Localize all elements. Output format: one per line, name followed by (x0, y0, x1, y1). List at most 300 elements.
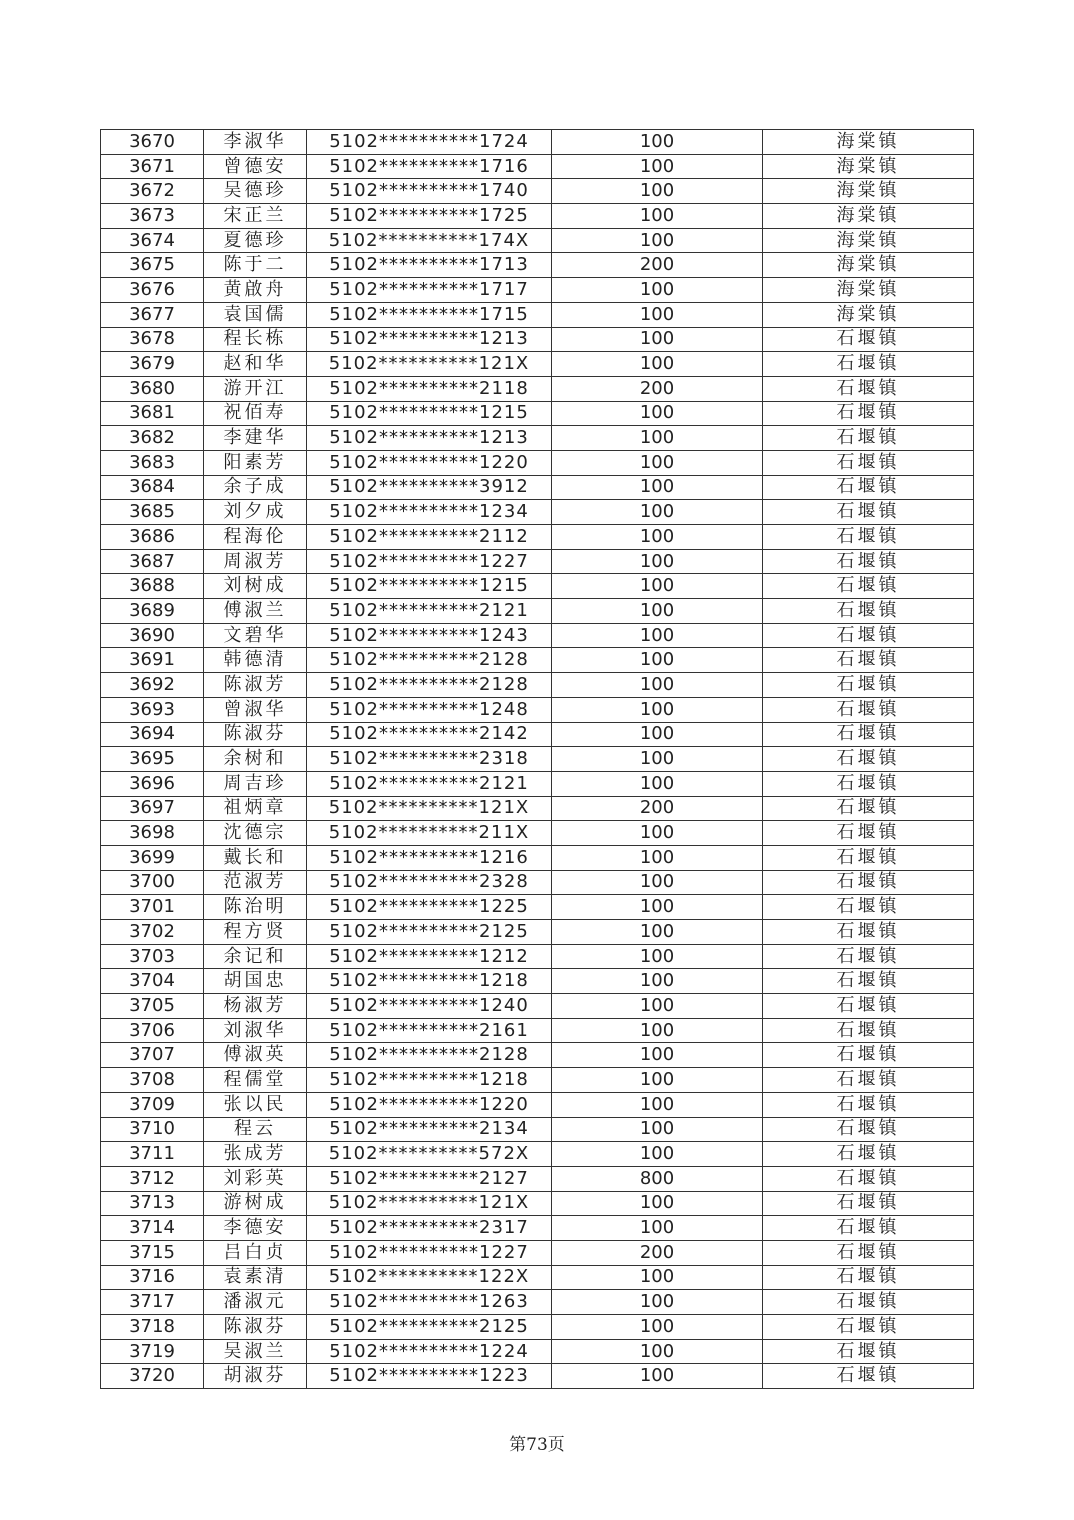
person-name-cell: 吕白贞 (204, 1240, 307, 1265)
person-name-cell: 潘淑元 (204, 1290, 307, 1315)
table-row (101, 1117, 974, 1142)
person-name-cell: 程云 (204, 1117, 307, 1142)
id-number-cell: 5102**********2128 (307, 1043, 552, 1068)
amount-cell: 100 (552, 500, 763, 525)
row-number-cell: 3682 (101, 426, 204, 451)
town-cell: 海棠镇 (763, 228, 974, 253)
records-table-body (101, 130, 974, 1389)
amount-cell: 100 (552, 1068, 763, 1093)
table-row (101, 401, 974, 426)
amount-cell: 100 (552, 1265, 763, 1290)
person-name-cell: 周吉珍 (204, 771, 307, 796)
person-name-cell: 李淑华 (204, 130, 307, 155)
person-name-cell: 袁国儒 (204, 302, 307, 327)
town-cell: 石堰镇 (763, 1166, 974, 1191)
id-number-cell: 5102**********2121 (307, 771, 552, 796)
amount-cell: 100 (552, 179, 763, 204)
table-row (101, 920, 974, 945)
table-row (101, 599, 974, 624)
id-number-cell: 5102**********1248 (307, 697, 552, 722)
page-number: 第73页 (509, 1435, 565, 1455)
person-name-cell: 宋正兰 (204, 204, 307, 229)
amount-cell: 100 (552, 1018, 763, 1043)
row-number-cell: 3695 (101, 747, 204, 772)
town-cell: 石堰镇 (763, 426, 974, 451)
person-name-cell: 余记和 (204, 944, 307, 969)
table-row (101, 302, 974, 327)
row-number-cell: 3709 (101, 1092, 204, 1117)
amount-cell: 100 (552, 821, 763, 846)
id-number-cell: 5102**********1223 (307, 1364, 552, 1389)
amount-cell: 100 (552, 327, 763, 352)
amount-cell: 100 (552, 278, 763, 303)
person-name-cell: 刘夕成 (204, 500, 307, 525)
amount-cell: 100 (552, 771, 763, 796)
id-number-cell: 5102**********1716 (307, 154, 552, 179)
town-cell: 石堰镇 (763, 1364, 974, 1389)
town-cell: 石堰镇 (763, 796, 974, 821)
row-number-cell: 3714 (101, 1216, 204, 1241)
town-cell: 石堰镇 (763, 747, 974, 772)
town-cell: 石堰镇 (763, 1142, 974, 1167)
amount-cell: 200 (552, 376, 763, 401)
person-name-cell: 胡国忠 (204, 969, 307, 994)
amount-cell: 100 (552, 450, 763, 475)
amount-cell: 100 (552, 697, 763, 722)
person-name-cell: 傅淑兰 (204, 599, 307, 624)
amount-cell: 100 (552, 944, 763, 969)
table-row (101, 771, 974, 796)
town-cell: 海棠镇 (763, 204, 974, 229)
id-number-cell: 5102**********1220 (307, 450, 552, 475)
id-number-cell: 5102**********1243 (307, 623, 552, 648)
amount-cell: 200 (552, 796, 763, 821)
person-name-cell: 游开江 (204, 376, 307, 401)
id-number-cell: 5102**********1717 (307, 278, 552, 303)
town-cell: 石堰镇 (763, 574, 974, 599)
amount-cell: 100 (552, 969, 763, 994)
amount-cell: 100 (552, 1315, 763, 1340)
amount-cell: 100 (552, 845, 763, 870)
table-row (101, 648, 974, 673)
row-number-cell: 3718 (101, 1315, 204, 1340)
table-row (101, 253, 974, 278)
row-number-cell: 3694 (101, 722, 204, 747)
table-row (101, 549, 974, 574)
row-number-cell: 3677 (101, 302, 204, 327)
row-number-cell: 3691 (101, 648, 204, 673)
id-number-cell: 5102**********2142 (307, 722, 552, 747)
row-number-cell: 3678 (101, 327, 204, 352)
town-cell: 海棠镇 (763, 179, 974, 204)
row-number-cell: 3675 (101, 253, 204, 278)
amount-cell: 100 (552, 228, 763, 253)
records-table (100, 129, 974, 1389)
id-number-cell: 5102**********1224 (307, 1339, 552, 1364)
town-cell: 石堰镇 (763, 1240, 974, 1265)
person-name-cell: 袁素清 (204, 1265, 307, 1290)
town-cell: 海棠镇 (763, 302, 974, 327)
id-number-cell: 5102**********1715 (307, 302, 552, 327)
town-cell: 石堰镇 (763, 450, 974, 475)
person-name-cell: 陈淑芳 (204, 673, 307, 698)
person-name-cell: 曾淑华 (204, 697, 307, 722)
person-name-cell: 程方贤 (204, 920, 307, 945)
id-number-cell: 5102**********1225 (307, 895, 552, 920)
id-number-cell: 5102**********2121 (307, 599, 552, 624)
row-number-cell: 3716 (101, 1265, 204, 1290)
row-number-cell: 3711 (101, 1142, 204, 1167)
amount-cell: 100 (552, 895, 763, 920)
id-number-cell: 5102**********1215 (307, 574, 552, 599)
id-number-cell: 5102**********1218 (307, 1068, 552, 1093)
row-number-cell: 3692 (101, 673, 204, 698)
id-number-cell: 5102**********211X (307, 821, 552, 846)
person-name-cell: 戴长和 (204, 845, 307, 870)
table-row (101, 475, 974, 500)
table-row (101, 352, 974, 377)
id-number-cell: 5102**********1227 (307, 1240, 552, 1265)
amount-cell: 200 (552, 253, 763, 278)
id-number-cell: 5102**********1263 (307, 1290, 552, 1315)
row-number-cell: 3685 (101, 500, 204, 525)
id-number-cell: 5102**********3912 (307, 475, 552, 500)
table-row (101, 1191, 974, 1216)
table-row (101, 870, 974, 895)
row-number-cell: 3683 (101, 450, 204, 475)
town-cell: 石堰镇 (763, 599, 974, 624)
id-number-cell: 5102**********122X (307, 1265, 552, 1290)
table-row (101, 204, 974, 229)
person-name-cell: 陈淑芬 (204, 722, 307, 747)
table-row (101, 796, 974, 821)
table-row (101, 845, 974, 870)
person-name-cell: 黄啟舟 (204, 278, 307, 303)
town-cell: 石堰镇 (763, 845, 974, 870)
id-number-cell: 5102**********2128 (307, 648, 552, 673)
row-number-cell: 3680 (101, 376, 204, 401)
table-row (101, 1043, 974, 1068)
row-number-cell: 3710 (101, 1117, 204, 1142)
row-number-cell: 3676 (101, 278, 204, 303)
town-cell: 石堰镇 (763, 673, 974, 698)
id-number-cell: 5102**********121X (307, 796, 552, 821)
row-number-cell: 3701 (101, 895, 204, 920)
row-number-cell: 3719 (101, 1339, 204, 1364)
id-number-cell: 5102**********1725 (307, 204, 552, 229)
row-number-cell: 3705 (101, 994, 204, 1019)
id-number-cell: 5102**********1215 (307, 401, 552, 426)
id-number-cell: 5102**********1213 (307, 426, 552, 451)
id-number-cell: 5102**********1212 (307, 944, 552, 969)
amount-cell: 100 (552, 574, 763, 599)
row-number-cell: 3686 (101, 525, 204, 550)
person-name-cell: 沈德宗 (204, 821, 307, 846)
id-number-cell: 5102**********2127 (307, 1166, 552, 1191)
amount-cell: 100 (552, 525, 763, 550)
town-cell: 石堰镇 (763, 500, 974, 525)
amount-cell: 100 (552, 1043, 763, 1068)
town-cell: 石堰镇 (763, 994, 974, 1019)
id-number-cell: 5102**********2125 (307, 1315, 552, 1340)
town-cell: 石堰镇 (763, 1265, 974, 1290)
table-row (101, 1166, 974, 1191)
row-number-cell: 3706 (101, 1018, 204, 1043)
id-number-cell: 5102**********2328 (307, 870, 552, 895)
amount-cell: 100 (552, 302, 763, 327)
person-name-cell: 阳素芳 (204, 450, 307, 475)
id-number-cell: 5102**********2112 (307, 525, 552, 550)
amount-cell: 100 (552, 648, 763, 673)
amount-cell: 100 (552, 994, 763, 1019)
table-row (101, 722, 974, 747)
person-name-cell: 刘淑华 (204, 1018, 307, 1043)
town-cell: 石堰镇 (763, 549, 974, 574)
row-number-cell: 3720 (101, 1364, 204, 1389)
table-row (101, 450, 974, 475)
table-row (101, 1142, 974, 1167)
amount-cell: 100 (552, 1191, 763, 1216)
town-cell: 石堰镇 (763, 920, 974, 945)
person-name-cell: 余树和 (204, 747, 307, 772)
town-cell: 石堰镇 (763, 1191, 974, 1216)
amount-cell: 100 (552, 549, 763, 574)
table-row (101, 1339, 974, 1364)
id-number-cell: 5102**********174X (307, 228, 552, 253)
row-number-cell: 3698 (101, 821, 204, 846)
person-name-cell: 胡淑芬 (204, 1364, 307, 1389)
person-name-cell: 程海伦 (204, 525, 307, 550)
table-row (101, 697, 974, 722)
id-number-cell: 5102**********1740 (307, 179, 552, 204)
row-number-cell: 3684 (101, 475, 204, 500)
amount-cell: 100 (552, 401, 763, 426)
person-name-cell: 傅淑英 (204, 1043, 307, 1068)
person-name-cell: 游树成 (204, 1191, 307, 1216)
table-row (101, 327, 974, 352)
amount-cell: 100 (552, 204, 763, 229)
table-row (101, 278, 974, 303)
row-number-cell: 3699 (101, 845, 204, 870)
table-row (101, 130, 974, 155)
table-row (101, 969, 974, 994)
person-name-cell: 范淑芳 (204, 870, 307, 895)
amount-cell: 100 (552, 1117, 763, 1142)
row-number-cell: 3700 (101, 870, 204, 895)
amount-cell: 100 (552, 870, 763, 895)
person-name-cell: 祖炳章 (204, 796, 307, 821)
amount-cell: 100 (552, 426, 763, 451)
town-cell: 石堰镇 (763, 870, 974, 895)
person-name-cell: 陈淑芬 (204, 1315, 307, 1340)
town-cell: 石堰镇 (763, 475, 974, 500)
town-cell: 石堰镇 (763, 1339, 974, 1364)
town-cell: 石堰镇 (763, 895, 974, 920)
person-name-cell: 韩德清 (204, 648, 307, 673)
table-row (101, 500, 974, 525)
id-number-cell: 5102**********1713 (307, 253, 552, 278)
table-row (101, 1092, 974, 1117)
row-number-cell: 3674 (101, 228, 204, 253)
id-number-cell: 5102**********1234 (307, 500, 552, 525)
town-cell: 石堰镇 (763, 1290, 974, 1315)
row-number-cell: 3679 (101, 352, 204, 377)
id-number-cell: 5102**********572X (307, 1142, 552, 1167)
town-cell: 石堰镇 (763, 969, 974, 994)
amount-cell: 100 (552, 1339, 763, 1364)
row-number-cell: 3681 (101, 401, 204, 426)
table-row (101, 1018, 974, 1043)
row-number-cell: 3704 (101, 969, 204, 994)
table-row (101, 1068, 974, 1093)
amount-cell: 100 (552, 599, 763, 624)
person-name-cell: 杨淑芳 (204, 994, 307, 1019)
id-number-cell: 5102**********2125 (307, 920, 552, 945)
row-number-cell: 3712 (101, 1166, 204, 1191)
id-number-cell: 5102**********2317 (307, 1216, 552, 1241)
table-row (101, 944, 974, 969)
person-name-cell: 吴淑兰 (204, 1339, 307, 1364)
person-name-cell: 吴德珍 (204, 179, 307, 204)
town-cell: 石堰镇 (763, 1092, 974, 1117)
row-number-cell: 3702 (101, 920, 204, 945)
town-cell: 石堰镇 (763, 376, 974, 401)
amount-cell: 100 (552, 920, 763, 945)
amount-cell: 100 (552, 722, 763, 747)
id-number-cell: 5102**********2128 (307, 673, 552, 698)
row-number-cell: 3707 (101, 1043, 204, 1068)
person-name-cell: 程儒堂 (204, 1068, 307, 1093)
row-number-cell: 3708 (101, 1068, 204, 1093)
town-cell: 石堰镇 (763, 1315, 974, 1340)
table-row (101, 426, 974, 451)
town-cell: 海棠镇 (763, 130, 974, 155)
person-name-cell: 张以民 (204, 1092, 307, 1117)
amount-cell: 100 (552, 1142, 763, 1167)
table-row (101, 1240, 974, 1265)
id-number-cell: 5102**********2134 (307, 1117, 552, 1142)
id-number-cell: 5102**********121X (307, 1191, 552, 1216)
row-number-cell: 3670 (101, 130, 204, 155)
town-cell: 石堰镇 (763, 1068, 974, 1093)
town-cell: 石堰镇 (763, 944, 974, 969)
town-cell: 石堰镇 (763, 648, 974, 673)
id-number-cell: 5102**********2318 (307, 747, 552, 772)
town-cell: 石堰镇 (763, 722, 974, 747)
id-number-cell: 5102**********1227 (307, 549, 552, 574)
town-cell: 石堰镇 (763, 697, 974, 722)
amount-cell: 100 (552, 1290, 763, 1315)
amount-cell: 100 (552, 747, 763, 772)
table-row (101, 1265, 974, 1290)
table-row (101, 1216, 974, 1241)
table-row (101, 1364, 974, 1389)
amount-cell: 100 (552, 1216, 763, 1241)
person-name-cell: 陈于二 (204, 253, 307, 278)
town-cell: 石堰镇 (763, 327, 974, 352)
town-cell: 海棠镇 (763, 154, 974, 179)
person-name-cell: 陈治明 (204, 895, 307, 920)
row-number-cell: 3671 (101, 154, 204, 179)
town-cell: 石堰镇 (763, 1117, 974, 1142)
id-number-cell: 5102**********2161 (307, 1018, 552, 1043)
town-cell: 石堰镇 (763, 1043, 974, 1068)
town-cell: 海棠镇 (763, 253, 974, 278)
id-number-cell: 5102**********1216 (307, 845, 552, 870)
amount-cell: 100 (552, 623, 763, 648)
person-name-cell: 李建华 (204, 426, 307, 451)
table-row (101, 1315, 974, 1340)
person-name-cell: 赵和华 (204, 352, 307, 377)
id-number-cell: 5102**********2118 (307, 376, 552, 401)
table-row (101, 747, 974, 772)
person-name-cell: 刘彩英 (204, 1166, 307, 1191)
person-name-cell: 张成芳 (204, 1142, 307, 1167)
table-row (101, 525, 974, 550)
town-cell: 石堰镇 (763, 401, 974, 426)
town-cell: 石堰镇 (763, 1018, 974, 1043)
town-cell: 石堰镇 (763, 525, 974, 550)
amount-cell: 200 (552, 1240, 763, 1265)
person-name-cell: 曾德安 (204, 154, 307, 179)
id-number-cell: 5102**********1220 (307, 1092, 552, 1117)
town-cell: 石堰镇 (763, 821, 974, 846)
table-row (101, 673, 974, 698)
person-name-cell: 祝佰寿 (204, 401, 307, 426)
table-row (101, 179, 974, 204)
row-number-cell: 3689 (101, 599, 204, 624)
row-number-cell: 3717 (101, 1290, 204, 1315)
row-number-cell: 3713 (101, 1191, 204, 1216)
person-name-cell: 李德安 (204, 1216, 307, 1241)
row-number-cell: 3673 (101, 204, 204, 229)
town-cell: 石堰镇 (763, 352, 974, 377)
town-cell: 石堰镇 (763, 771, 974, 796)
table-row (101, 376, 974, 401)
row-number-cell: 3693 (101, 697, 204, 722)
id-number-cell: 5102**********1724 (307, 130, 552, 155)
id-number-cell: 5102**********1240 (307, 994, 552, 1019)
amount-cell: 100 (552, 352, 763, 377)
table-row (101, 821, 974, 846)
amount-cell: 100 (552, 475, 763, 500)
amount-cell: 100 (552, 130, 763, 155)
person-name-cell: 夏德珍 (204, 228, 307, 253)
person-name-cell: 程长栋 (204, 327, 307, 352)
row-number-cell: 3696 (101, 771, 204, 796)
amount-cell: 100 (552, 673, 763, 698)
person-name-cell: 文碧华 (204, 623, 307, 648)
row-number-cell: 3703 (101, 944, 204, 969)
id-number-cell: 5102**********1213 (307, 327, 552, 352)
table-row (101, 574, 974, 599)
row-number-cell: 3687 (101, 549, 204, 574)
row-number-cell: 3715 (101, 1240, 204, 1265)
town-cell: 石堰镇 (763, 623, 974, 648)
id-number-cell: 5102**********1218 (307, 969, 552, 994)
table-row (101, 623, 974, 648)
amount-cell: 100 (552, 1092, 763, 1117)
row-number-cell: 3672 (101, 179, 204, 204)
table-row (101, 154, 974, 179)
id-number-cell: 5102**********121X (307, 352, 552, 377)
town-cell: 海棠镇 (763, 278, 974, 303)
table-row (101, 1290, 974, 1315)
person-name-cell: 刘树成 (204, 574, 307, 599)
amount-cell: 100 (552, 154, 763, 179)
row-number-cell: 3688 (101, 574, 204, 599)
table-row (101, 228, 974, 253)
